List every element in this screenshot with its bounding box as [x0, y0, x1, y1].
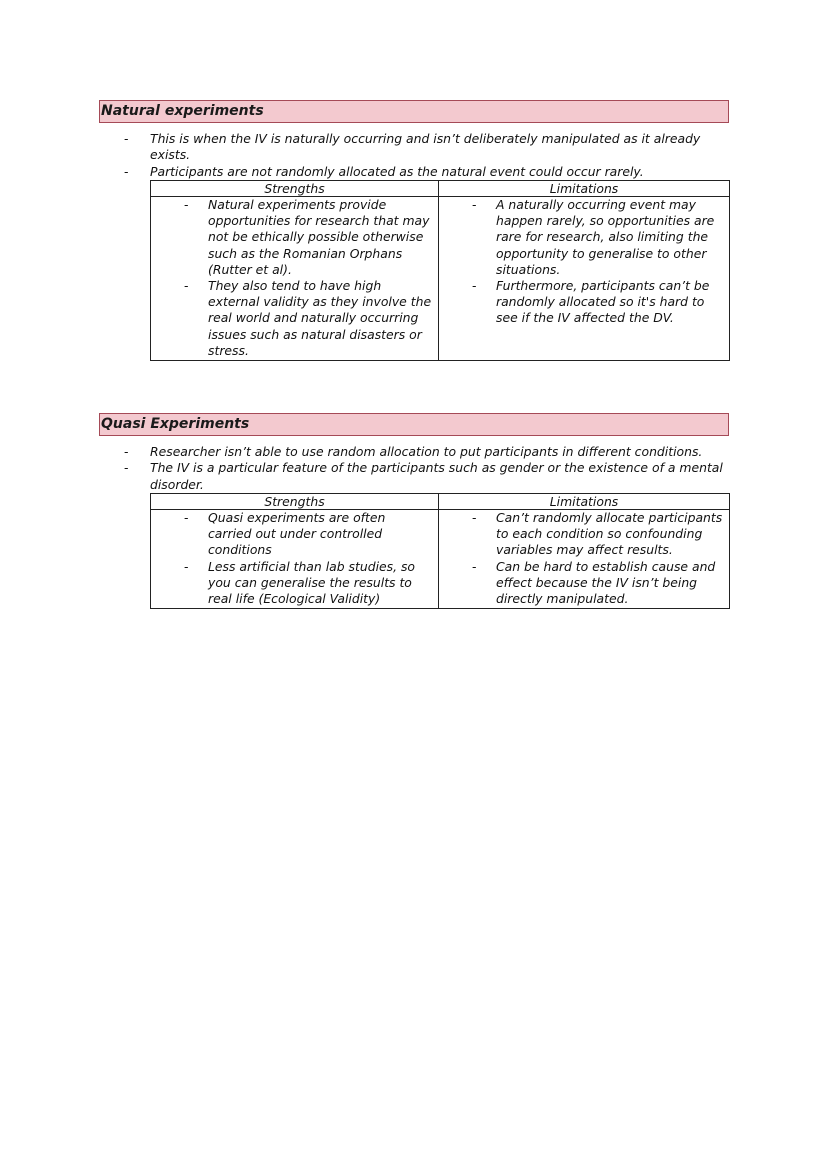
- limitation-item: - Can be hard to establish cause and effect because the IV isn’t being directly manipulated.: [472, 558, 716, 606]
- dash-bullet-icon: -: [184, 509, 189, 525]
- dash-bullet-icon: -: [184, 558, 189, 574]
- strengths-limitations-table: [150, 180, 730, 361]
- limitations-header: Limitations: [439, 180, 730, 196]
- strengths-cell: [151, 196, 439, 360]
- section-heading: Natural experiments: [99, 100, 729, 123]
- definition-item: - The IV is a particular feature of the participants such as gender or the existence of a mental disorder.: [124, 460, 723, 492]
- strengths-header: Strengths: [151, 180, 439, 196]
- dash-bullet-icon: -: [472, 509, 477, 525]
- dash-bullet-icon: -: [472, 277, 477, 293]
- dash-bullet-icon: -: [184, 196, 189, 212]
- definition-item: - Participants are not randomly allocated as the natural event could occur rarely.: [124, 163, 644, 179]
- section-natural-experiments: [99, 100, 729, 361]
- dash-bullet-icon: -: [124, 444, 129, 459]
- section-heading: Quasi Experiments: [99, 413, 729, 436]
- strength-item: - They also tend to have high external validity as they involve the real world and naturally occurring issues such as natural disasters or stress.: [184, 277, 432, 358]
- strengths-header: Strengths: [151, 493, 439, 509]
- limitation-item: - Furthermore, participants can’t be randomly allocated so it's hard to see if the IV affected the DV.: [472, 277, 710, 326]
- limitation-item: - Can’t randomly allocate participants to each condition so confounding variables may affect results.: [472, 509, 723, 558]
- definition-item: - This is when the IV is naturally occurring and isn’t deliberately manipulated as it already exists.: [124, 131, 701, 163]
- strength-item: - Natural experiments provide opportunities for research that may not be ethically possible otherwise such as the Romanian Orphans (Rutter et al).: [184, 196, 430, 277]
- dash-bullet-icon: -: [184, 277, 189, 293]
- limitations-cell: [439, 509, 730, 608]
- definition-list: [99, 444, 729, 493]
- section-quasi-experiments: [99, 413, 729, 609]
- strength-item: - Quasi experiments are often carried out under controlled conditions: [184, 509, 386, 558]
- definition-item: - Researcher isn’t able to use random allocation to put participants in different conditions.: [124, 444, 703, 459]
- dash-bullet-icon: -: [124, 131, 129, 146]
- limitations-header: Limitations: [439, 493, 730, 509]
- dash-bullet-icon: -: [472, 558, 477, 574]
- strengths-limitations-table: [150, 493, 730, 609]
- dash-bullet-icon: -: [472, 196, 477, 212]
- limitations-cell: [439, 196, 730, 360]
- limitation-item: - A naturally occurring event may happen rarely, so opportunities are rare for research, also limiting the opportunity to generalise to other situations.: [472, 196, 715, 277]
- dash-bullet-icon: -: [124, 460, 129, 476]
- strength-item: - Less artificial than lab studies, so you can generalise the results to real life (Ecological Validity): [184, 558, 415, 606]
- strengths-cell: [151, 509, 439, 608]
- definition-list: [99, 131, 729, 180]
- dash-bullet-icon: -: [124, 163, 129, 179]
